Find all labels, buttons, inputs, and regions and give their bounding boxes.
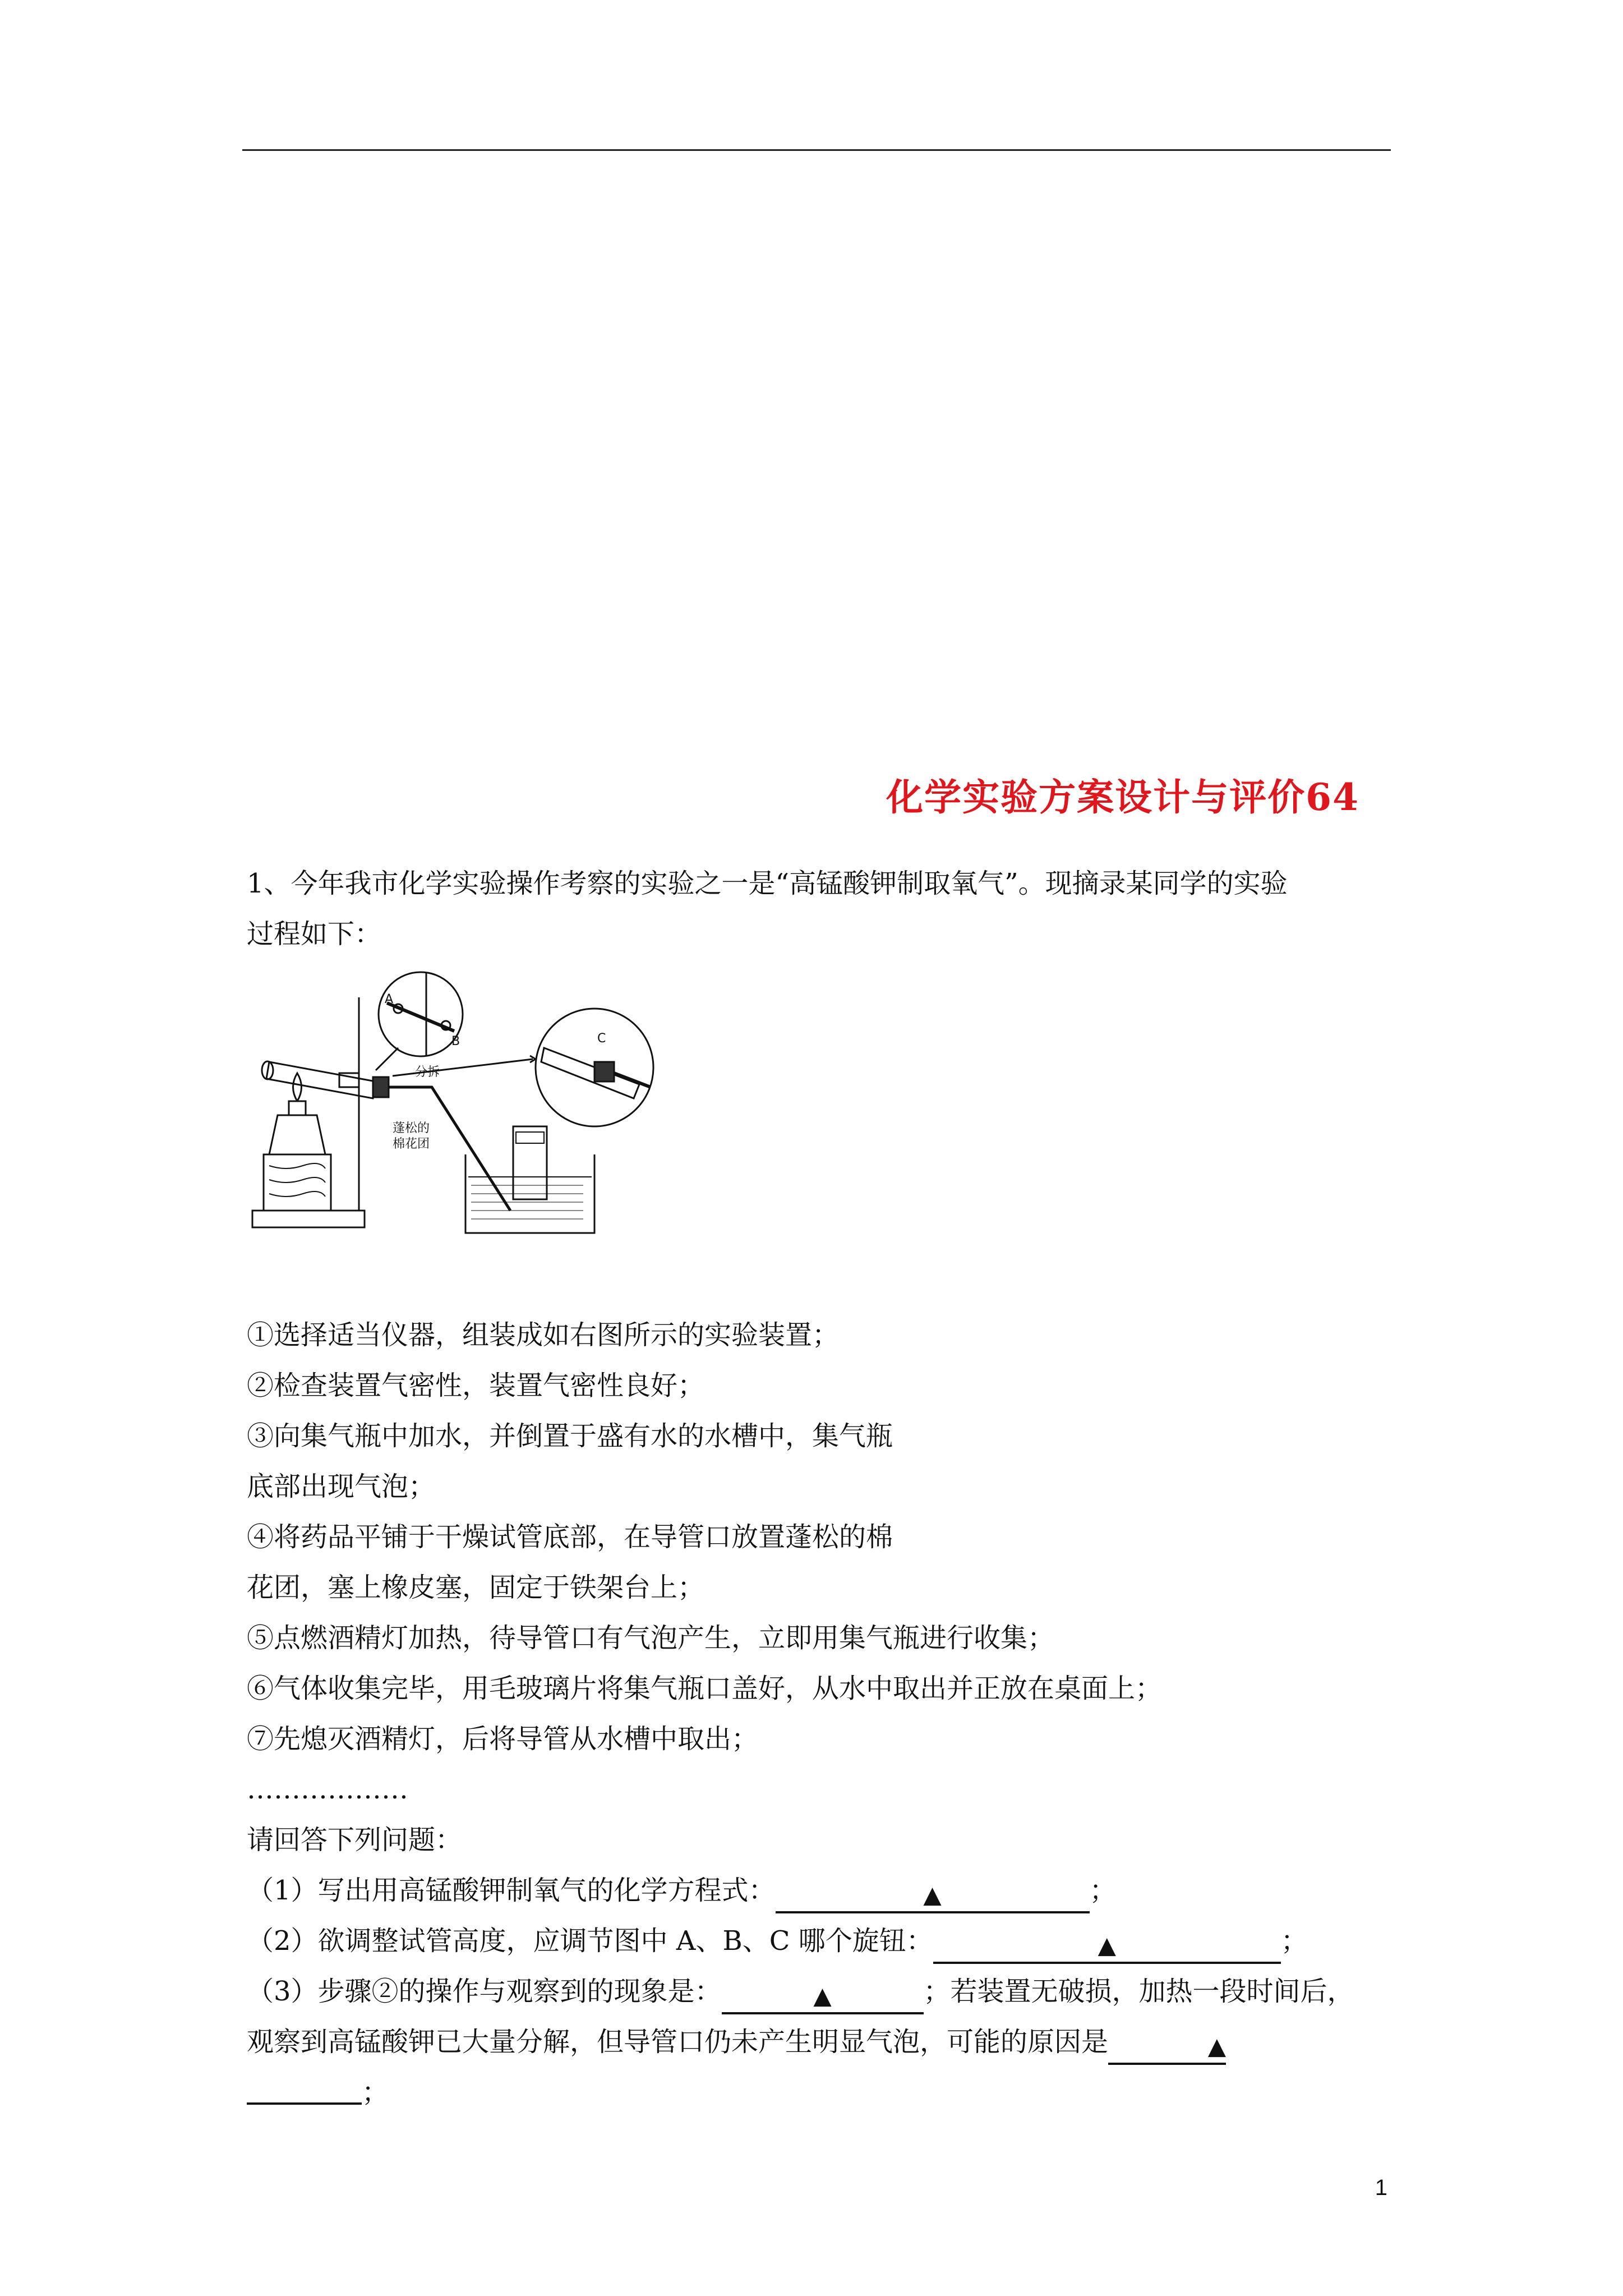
page-number: 1: [1375, 2175, 1387, 2200]
sub-question-text: （1）写出用高锰酸钾制氧气的化学方程式：: [247, 1875, 776, 1906]
label-cotton-2: 棉花团: [393, 1137, 430, 1151]
label-cotton-1: 蓬松的: [393, 1121, 430, 1135]
step-line: ⑦先熄灭酒精灯，后将导管从水槽中取出；: [247, 1723, 759, 1755]
sub-question-3-line-3: [247, 2067, 1391, 2118]
flame: [293, 1073, 302, 1101]
answer-blank[interactable]: [722, 1977, 924, 2014]
sub-question-3: [247, 1966, 1391, 2017]
apparatus-figure: [247, 964, 673, 1255]
stand-base: [252, 1211, 365, 1227]
page-title: 化学实验方案设计与评价64: [886, 775, 1359, 819]
sub-question-text: （2）欲调整试管高度，应调节图中 A、B、C 哪个旋钮：: [247, 1925, 933, 1957]
step-line: ③向集气瓶中加水，并倒置于盛有水的水槽中，集气瓶: [247, 1420, 893, 1452]
blank-marker: ▲: [1207, 2032, 1227, 2060]
label-a: A: [385, 992, 394, 1006]
answer-blank-continued[interactable]: [247, 2068, 362, 2105]
label-c: C: [597, 1032, 606, 1046]
step-line: ②检查装置气密性，装置气密性良好；: [247, 1370, 705, 1401]
sub-question-text: （3）步骤②的操作与观察到的现象是：: [247, 1976, 722, 2007]
blank-marker: ▲: [923, 1881, 942, 1908]
header-rule: [242, 149, 1391, 151]
answer-blank[interactable]: [1108, 2028, 1226, 2065]
prompt-line: 请回答下列问题：: [247, 1824, 463, 1856]
wood-block: [264, 1154, 331, 1211]
zoom-circle-ab: [379, 972, 463, 1056]
sub-question-end: ；: [1089, 1875, 1117, 1906]
question-intro-line: 过程如下：: [247, 918, 382, 950]
sub-question-2: [247, 1916, 1391, 1966]
sub-question-1: [247, 1865, 1391, 1916]
step-line: 花团，塞上橡皮塞，固定于铁架台上；: [247, 1572, 705, 1603]
step-line: ①选择适当仪器，组装成如右图所示的实验装置；: [247, 1319, 840, 1351]
blank-marker: ▲: [813, 1982, 832, 2009]
blank-marker: ▲: [1098, 1931, 1116, 1959]
sub-question-3-line-2: [247, 2017, 1391, 2067]
alcohol-lamp: [269, 1115, 325, 1154]
sub-question-end: ；: [362, 2077, 389, 2108]
step-line: ④将药品平铺于干燥试管底部，在导管口放置蓬松的棉: [247, 1521, 893, 1553]
stopper: [373, 1077, 389, 1097]
sub-question-mid: ；若装置无破损，加热一段时间后，: [923, 1976, 1354, 2007]
arrow: [393, 1059, 533, 1076]
ellipsis-line: ………………: [247, 1774, 408, 1805]
step-line: ⑥气体收集完毕，用毛玻璃片将集气瓶口盖好，从水中取出并正放在桌面上；: [247, 1673, 1163, 1704]
answer-blank[interactable]: [933, 1927, 1281, 1964]
sub-question-text: 观察到高锰酸钾已大量分解，但导管口仍未产生明显气泡，可能的原因是: [247, 2026, 1109, 2058]
label-fenjie: 分拆: [415, 1065, 440, 1079]
label-b: B: [451, 1034, 460, 1048]
question-intro-line: 1、今年我市化学实验操作考察的实验之一是“高锰酸钾制取氧气”。现摘录某同学的实验: [247, 868, 1288, 899]
arrow: [376, 1048, 398, 1070]
sub-question-end: ；: [1280, 1925, 1308, 1957]
step-line: 底部出现气泡；: [247, 1471, 436, 1502]
answer-blank[interactable]: [776, 1876, 1090, 1913]
gas-jar: [513, 1126, 547, 1199]
step-line: ⑤点燃酒精灯加热，待导管口有气泡产生，立即用集气瓶进行收集；: [247, 1622, 1055, 1654]
